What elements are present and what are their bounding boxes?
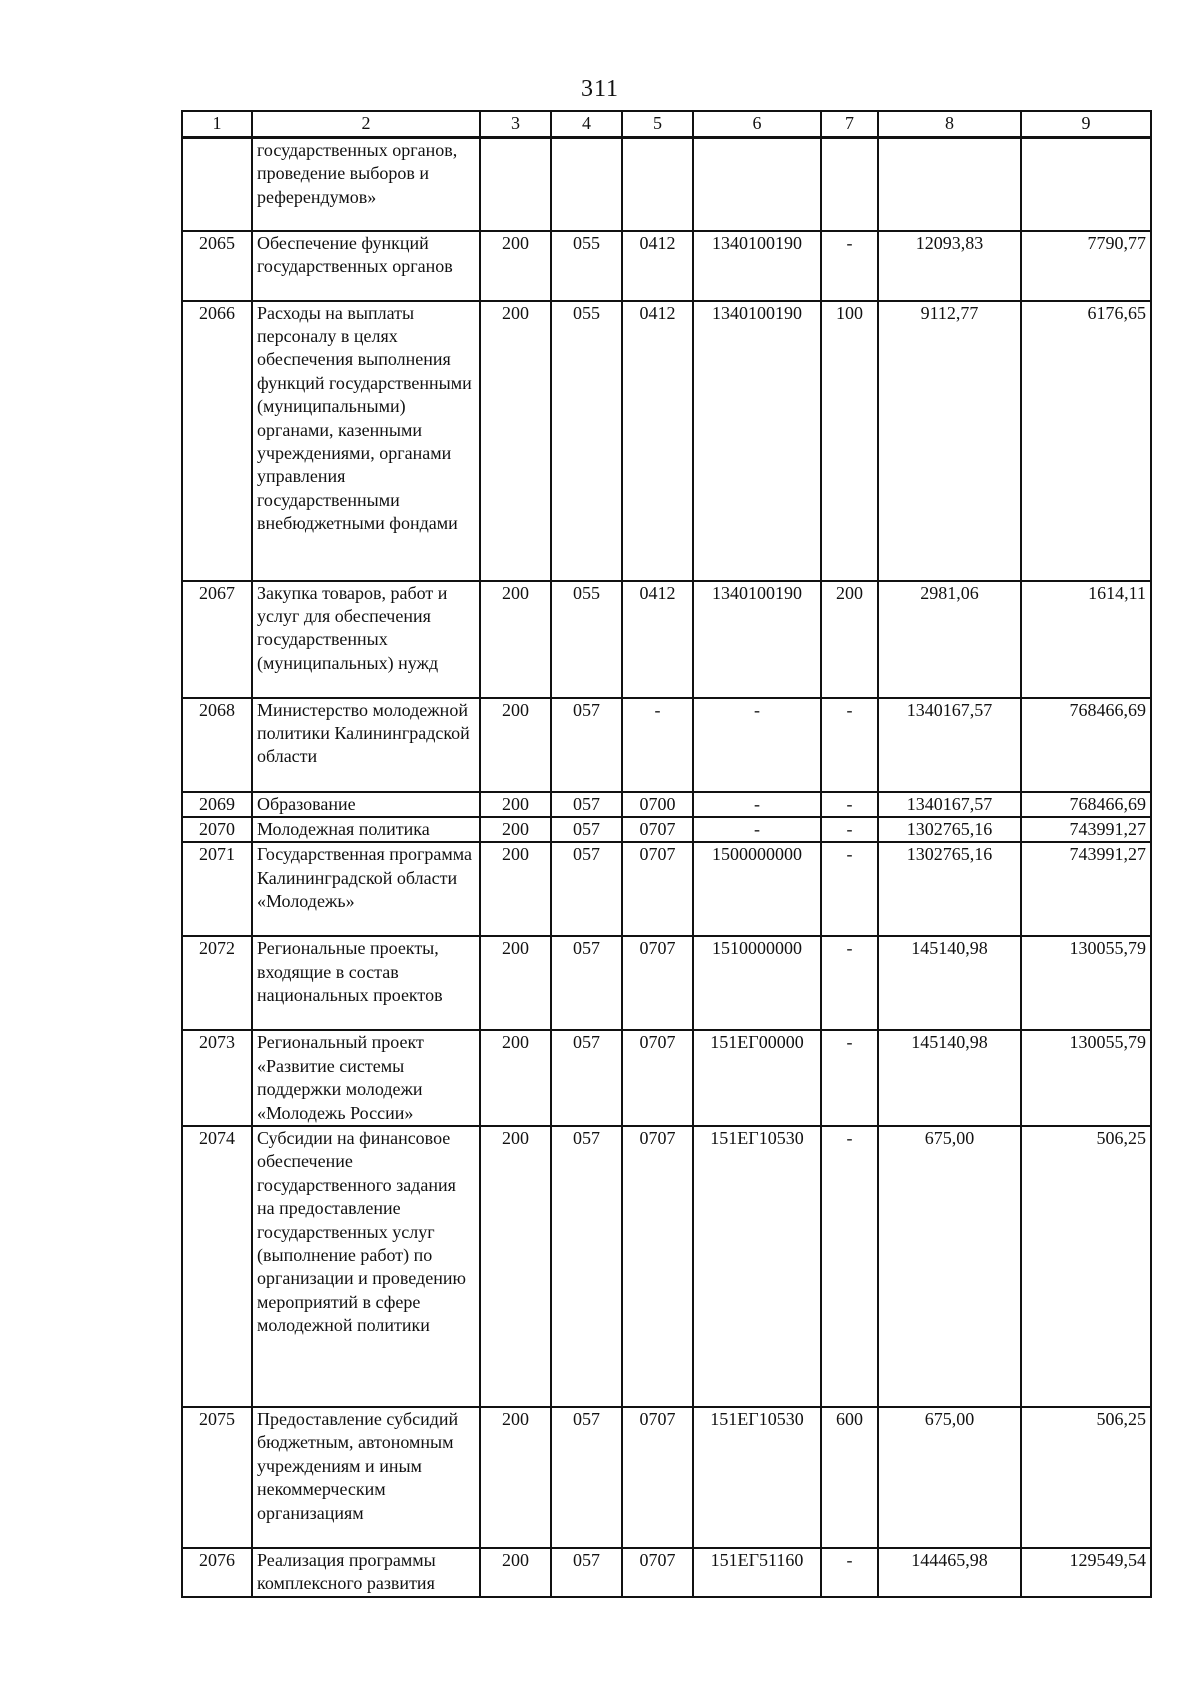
- cell-col-9: 7790,77: [1021, 231, 1151, 301]
- row-name: Закупка товаров, работ и услуг для обеспечения государственных (муниципальных) нужд: [252, 581, 480, 698]
- cell-col-7: -: [821, 792, 878, 817]
- table-row: [182, 1030, 1151, 1126]
- cell-col-8: 9112,77: [878, 301, 1021, 581]
- cell-col-8: 144465,98: [878, 1548, 1021, 1597]
- cell-col-9: 768466,69: [1021, 792, 1151, 817]
- cell-col-7: -: [821, 231, 878, 301]
- row-number: 2076: [182, 1548, 252, 1597]
- cell-col-5: 0412: [622, 581, 693, 698]
- column-header-4: 4: [551, 111, 622, 138]
- cell-col-3: 200: [480, 698, 551, 792]
- cell-col-4: 057: [551, 936, 622, 1030]
- cell-col-9: 743991,27: [1021, 842, 1151, 936]
- column-header-9: 9: [1021, 111, 1151, 138]
- budget-table: [181, 110, 1152, 1598]
- header-row: [182, 111, 1151, 138]
- cell-col-3: 200: [480, 817, 551, 842]
- cell-col-3: 200: [480, 1548, 551, 1597]
- cell-col-9: 743991,27: [1021, 817, 1151, 842]
- cell-col-3: 200: [480, 231, 551, 301]
- cell-col-6: 1340100190: [693, 581, 821, 698]
- table-row: [182, 138, 1151, 231]
- table-row: [182, 842, 1151, 936]
- cell-col-8: 675,00: [878, 1126, 1021, 1407]
- row-number: [182, 138, 252, 231]
- cell-col-9: 130055,79: [1021, 1030, 1151, 1126]
- cell-col-5: 0707: [622, 936, 693, 1030]
- cell-col-5: 0707: [622, 1030, 693, 1126]
- cell-col-5: 0707: [622, 1126, 693, 1407]
- cell-col-3: 200: [480, 1030, 551, 1126]
- cell-col-7: -: [821, 817, 878, 842]
- cell-col-8: [878, 138, 1021, 231]
- cell-col-5: -: [622, 698, 693, 792]
- cell-col-7: -: [821, 936, 878, 1030]
- column-header-1: 1: [182, 111, 252, 138]
- column-header-8: 8: [878, 111, 1021, 138]
- cell-col-4: 057: [551, 1030, 622, 1126]
- cell-col-8: 2981,06: [878, 581, 1021, 698]
- row-number: 2072: [182, 936, 252, 1030]
- cell-col-9: 129549,54: [1021, 1548, 1151, 1597]
- cell-col-7: [821, 138, 878, 231]
- row-number: 2069: [182, 792, 252, 817]
- cell-col-6: -: [693, 698, 821, 792]
- cell-col-3: 200: [480, 1126, 551, 1407]
- cell-col-4: 057: [551, 1407, 622, 1548]
- cell-col-3: 200: [480, 936, 551, 1030]
- cell-col-8: 1340167,57: [878, 698, 1021, 792]
- row-name: Реализация программы комплексного развития: [252, 1548, 480, 1597]
- cell-col-5: 0707: [622, 842, 693, 936]
- cell-col-7: -: [821, 1030, 878, 1126]
- cell-col-9: 506,25: [1021, 1407, 1151, 1548]
- cell-col-9: 1614,11: [1021, 581, 1151, 698]
- cell-col-8: 145140,98: [878, 936, 1021, 1030]
- row-name: Государственная программа Калининградской области «Молодежь»: [252, 842, 480, 936]
- cell-col-6: 1500000000: [693, 842, 821, 936]
- column-header-6: 6: [693, 111, 821, 138]
- table-row: [182, 1548, 1151, 1597]
- row-name: Предоставление субсидий бюджетным, автономным учреждениям и иным некоммерческим организациям: [252, 1407, 480, 1548]
- row-number: 2068: [182, 698, 252, 792]
- cell-col-8: 675,00: [878, 1407, 1021, 1548]
- cell-col-7: -: [821, 698, 878, 792]
- row-number: 2073: [182, 1030, 252, 1126]
- cell-col-3: [480, 138, 551, 231]
- table-row: [182, 698, 1151, 792]
- table-row: [182, 301, 1151, 581]
- cell-col-6: 151ЕГ10530: [693, 1407, 821, 1548]
- cell-col-7: 600: [821, 1407, 878, 1548]
- table-row: [182, 1126, 1151, 1407]
- cell-col-7: 100: [821, 301, 878, 581]
- cell-col-6: 151ЕГ00000: [693, 1030, 821, 1126]
- cell-col-9: 506,25: [1021, 1126, 1151, 1407]
- cell-col-3: 200: [480, 792, 551, 817]
- row-number: 2075: [182, 1407, 252, 1548]
- cell-col-4: 055: [551, 231, 622, 301]
- cell-col-8: 1302765,16: [878, 817, 1021, 842]
- cell-col-9: 6176,65: [1021, 301, 1151, 581]
- cell-col-4: [551, 138, 622, 231]
- row-name: Региональные проекты, входящие в состав национальных проектов: [252, 936, 480, 1030]
- cell-col-6: 1340100190: [693, 231, 821, 301]
- cell-col-7: -: [821, 1548, 878, 1597]
- cell-col-8: 1340167,57: [878, 792, 1021, 817]
- cell-col-6: 151ЕГ10530: [693, 1126, 821, 1407]
- cell-col-7: 200: [821, 581, 878, 698]
- row-name: Субсидии на финансовое обеспечение государственного задания на предоставление государственных услуг (выполнение работ) по организации и проведению мероприятий в сфере молодежной политики: [252, 1126, 480, 1407]
- cell-col-4: 057: [551, 792, 622, 817]
- cell-col-5: 0707: [622, 817, 693, 842]
- table-row: [182, 581, 1151, 698]
- cell-col-5: 0707: [622, 1548, 693, 1597]
- row-name: Обеспечение функций государственных органов: [252, 231, 480, 301]
- row-name: Расходы на выплаты персоналу в целях обеспечения выполнения функций государственными (муниципальными) органами, казенными учреждениями, органами управления государственными внебюджетными фондами: [252, 301, 480, 581]
- column-header-3: 3: [480, 111, 551, 138]
- cell-col-6: -: [693, 792, 821, 817]
- row-name: Образование: [252, 792, 480, 817]
- cell-col-5: 0707: [622, 1407, 693, 1548]
- row-name: Региональный проект «Развитие системы поддержки молодежи «Молодежь России»: [252, 1030, 480, 1126]
- row-number: 2065: [182, 231, 252, 301]
- cell-col-5: 0412: [622, 301, 693, 581]
- cell-col-7: -: [821, 1126, 878, 1407]
- cell-col-6: 1510000000: [693, 936, 821, 1030]
- row-number: 2070: [182, 817, 252, 842]
- cell-col-4: 057: [551, 842, 622, 936]
- row-number: 2074: [182, 1126, 252, 1407]
- page-number: 311: [580, 76, 620, 102]
- table-row: [182, 792, 1151, 817]
- cell-col-9: 130055,79: [1021, 936, 1151, 1030]
- column-header-7: 7: [821, 111, 878, 138]
- column-header-2: 2: [252, 111, 480, 138]
- cell-col-7: -: [821, 842, 878, 936]
- cell-col-8: 1302765,16: [878, 842, 1021, 936]
- row-name: Молодежная политика: [252, 817, 480, 842]
- cell-col-5: 0700: [622, 792, 693, 817]
- cell-col-3: 200: [480, 581, 551, 698]
- table-row: [182, 936, 1151, 1030]
- cell-col-5: 0412: [622, 231, 693, 301]
- table-row: [182, 1407, 1151, 1548]
- cell-col-3: 200: [480, 842, 551, 936]
- cell-col-6: 1340100190: [693, 301, 821, 581]
- cell-col-9: [1021, 138, 1151, 231]
- cell-col-6: -: [693, 817, 821, 842]
- cell-col-3: 200: [480, 301, 551, 581]
- cell-col-4: 055: [551, 581, 622, 698]
- cell-col-4: 057: [551, 817, 622, 842]
- table-row: [182, 231, 1151, 301]
- cell-col-4: 055: [551, 301, 622, 581]
- cell-col-6: 151ЕГ51160: [693, 1548, 821, 1597]
- cell-col-5: [622, 138, 693, 231]
- cell-col-4: 057: [551, 1126, 622, 1407]
- row-number: 2067: [182, 581, 252, 698]
- cell-col-8: 145140,98: [878, 1030, 1021, 1126]
- cell-col-4: 057: [551, 698, 622, 792]
- column-header-5: 5: [622, 111, 693, 138]
- table-row: [182, 817, 1151, 842]
- cell-col-4: 057: [551, 1548, 622, 1597]
- row-name: Министерство молодежной политики Калининградской области: [252, 698, 480, 792]
- row-number: 2066: [182, 301, 252, 581]
- row-name: государственных органов, проведение выборов и референдумов»: [252, 138, 480, 231]
- cell-col-9: 768466,69: [1021, 698, 1151, 792]
- cell-col-3: 200: [480, 1407, 551, 1548]
- cell-col-8: 12093,83: [878, 231, 1021, 301]
- row-number: 2071: [182, 842, 252, 936]
- cell-col-6: [693, 138, 821, 231]
